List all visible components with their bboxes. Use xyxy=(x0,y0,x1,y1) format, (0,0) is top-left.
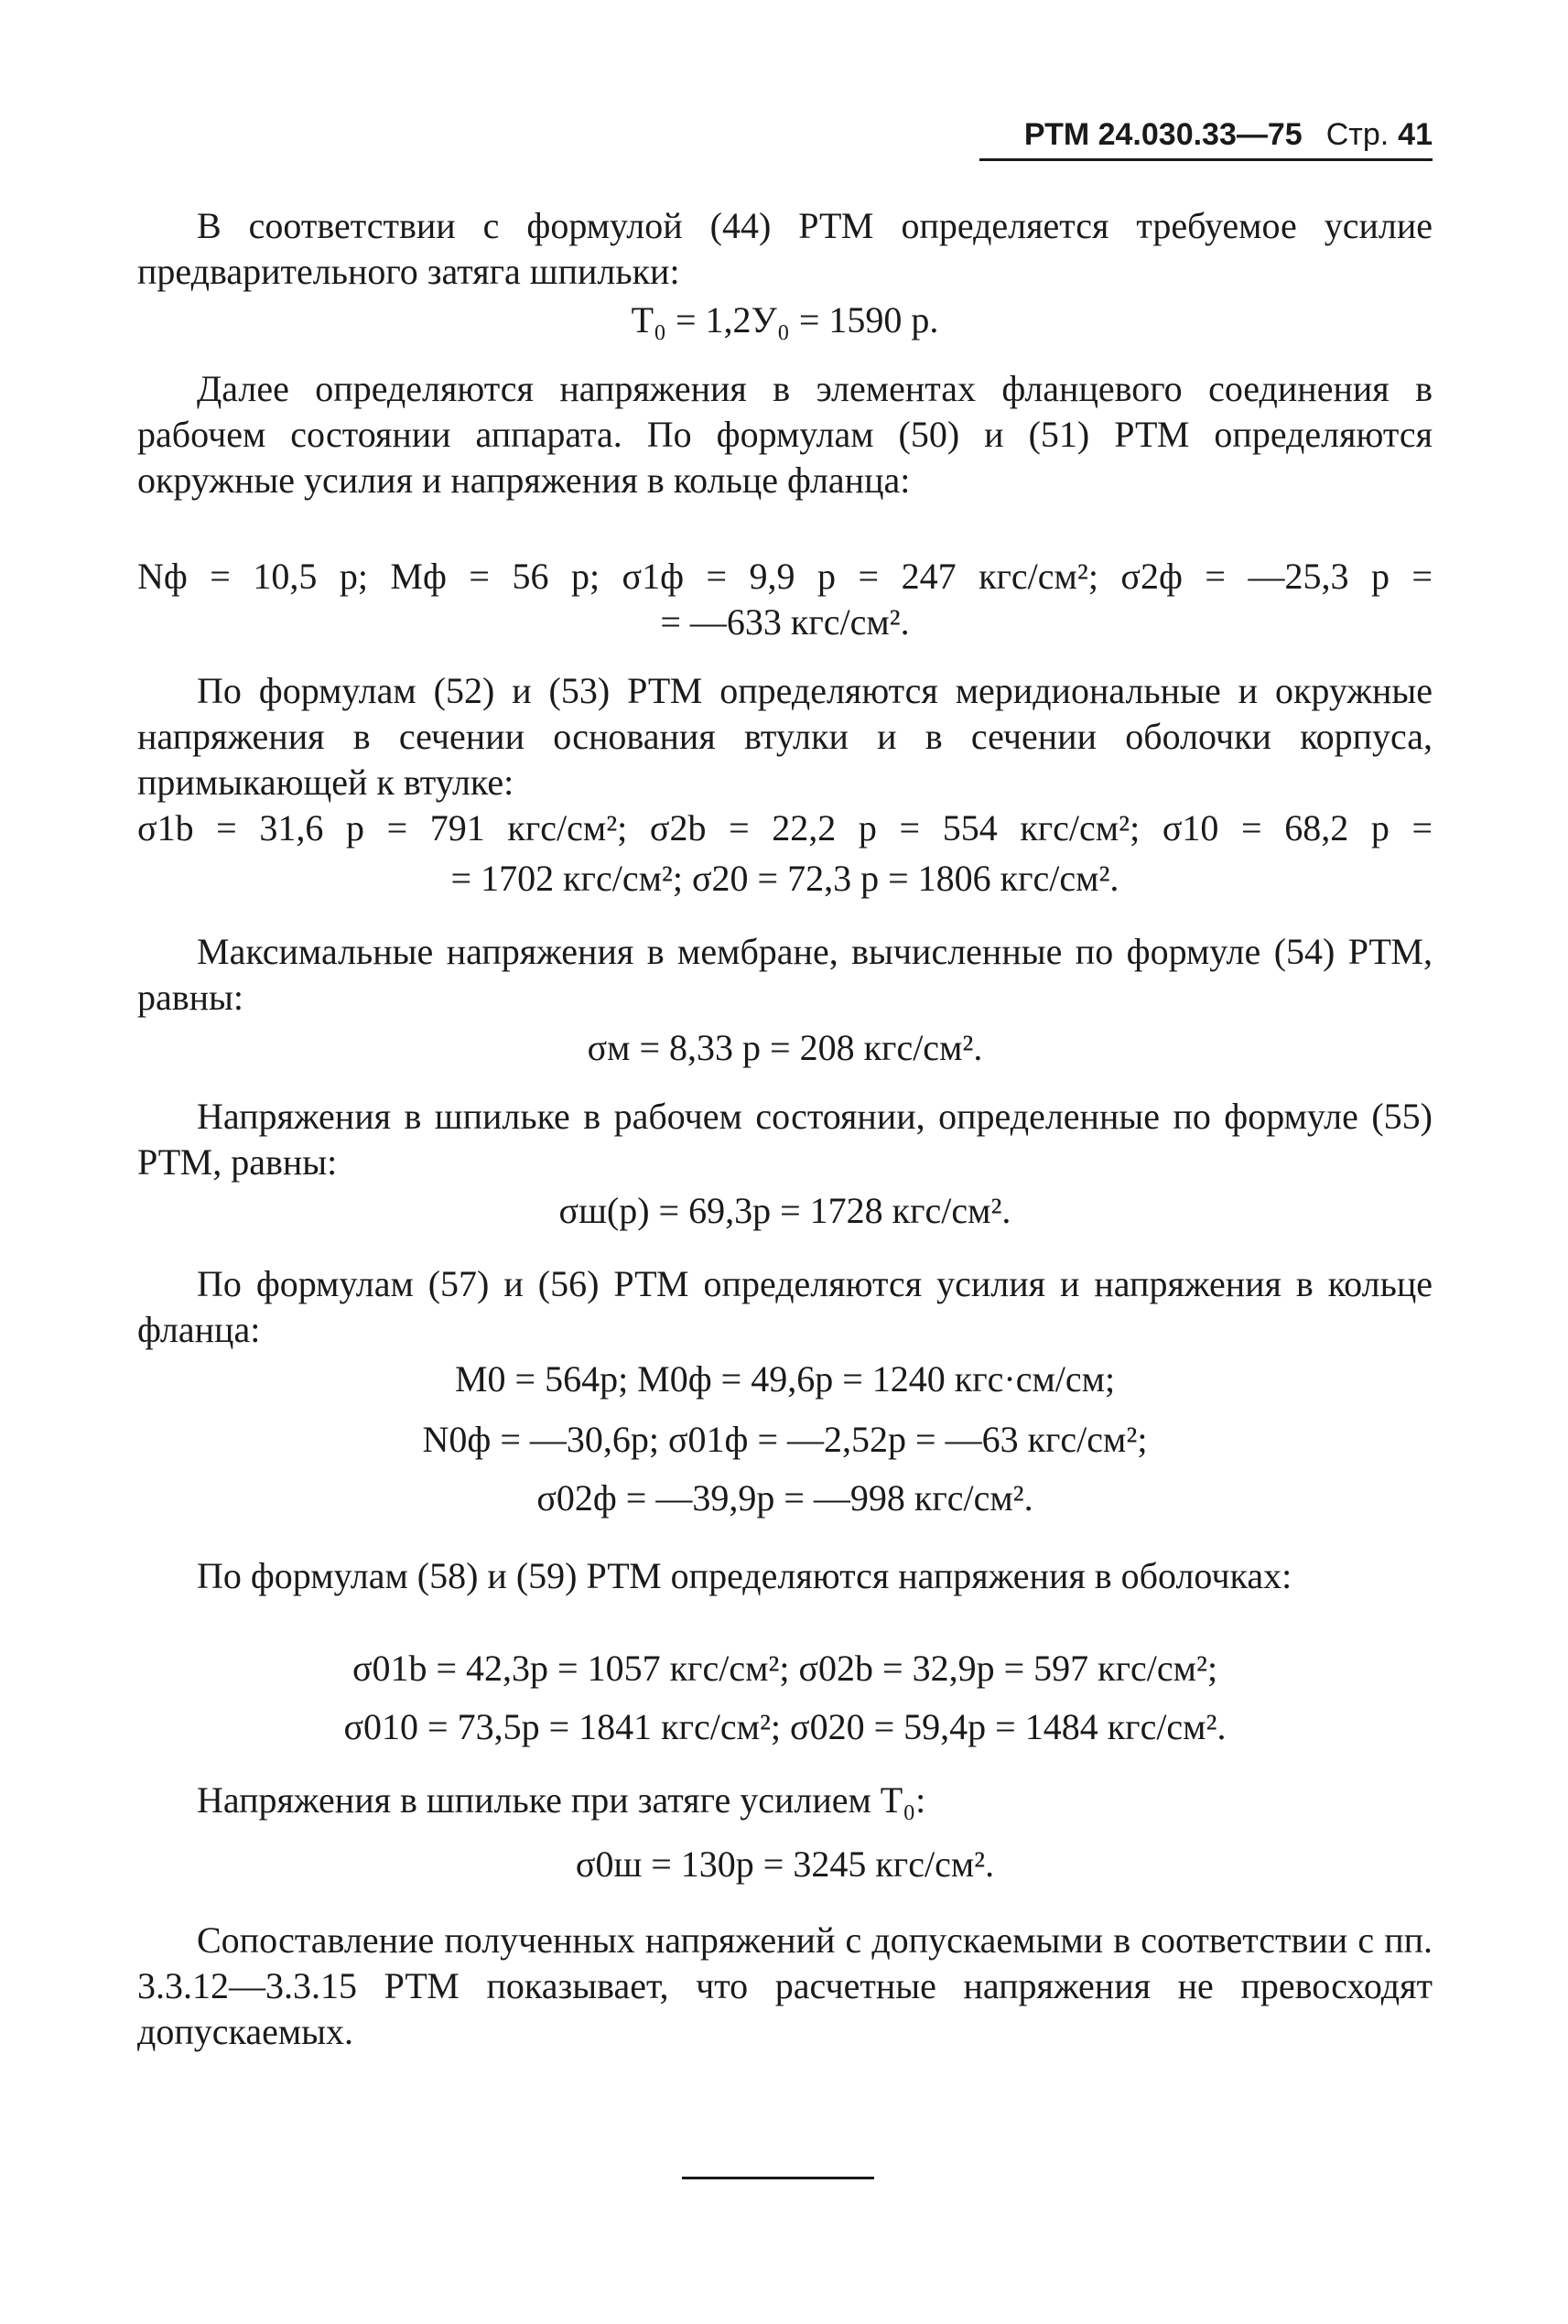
document-code: РТМ 24.030.33—75 xyxy=(1023,117,1303,152)
paragraph-4: Максимальные напряжения в мембране, вычисленные по формуле (54) РТМ, равны: xyxy=(137,931,1433,1018)
formula-hub-1: σ1b = 31,6 p = 791 кгс/см²; σ2b = 22,2 p = 554 кгс/см²; σ10 = 68,2 p = xyxy=(137,807,1433,849)
formula-t0: T₀ = 1,2У₀ = 1590 p. xyxy=(631,299,939,340)
paragraph-7: По формулам (58) и (59) РТМ определяются напряжения в оболочках: xyxy=(197,1555,1292,1596)
paragraph-5: Напряжения в шпильке в рабочем состоянии, определенные по формуле (55) РТМ, равны: xyxy=(137,1096,1433,1183)
paragraph-3: По формулам (52) и (53) РТМ определяются меридиональные и окружные напряжения в сечении основания втулки и в сечении оболочки корпуса, примыкающей к втулке: xyxy=(137,670,1433,803)
paragraph-9: Сопоставление полученных напряжений с допускаемыми в соответствии с пп. 3.3.12—3.3.15 РТМ показывает, что расчетные напряжения не превосходят допускаемых. xyxy=(137,1919,1433,2052)
formula-bolt-work: σш(p) = 69,3p = 1728 кгс/см². xyxy=(558,1190,1011,1231)
formula-ring-tight-3: σ02ф = —39,9p = —998 кгс/см². xyxy=(536,1477,1033,1519)
formula-shell-1: σ01b = 42,3p = 1057 кгс/см²; σ02b = 32,9p = 597 кгс/см²; xyxy=(351,1648,1218,1689)
paragraph-1: В соответствии с формулой (44) РТМ определяется требуемое усилие предварительного затяга шпильки: xyxy=(137,205,1433,292)
page-label: Стр. 41 xyxy=(1325,117,1433,152)
formula-membrane: σм = 8,33 p = 208 кгс/см². xyxy=(587,1027,983,1068)
running-header xyxy=(979,117,1433,161)
formula-ring-work-1: Nф = 10,5 p; Mф = 56 p; σ1ф = 9,9 p = 247 кгс/см²; σ2ф = —25,3 p = xyxy=(137,556,1433,597)
page-number: 41 xyxy=(1398,117,1433,152)
formula-bolt-tight: σ0ш = 130p = 3245 кгс/см². xyxy=(575,1843,995,1885)
formula-ring-tight-1: M0 = 564p; M0ф = 49,6p = 1240 кгс·см/см; xyxy=(454,1358,1116,1400)
formula-ring-work-2: = —633 кгс/см². xyxy=(660,601,910,643)
formula-ring-tight-2: N0ф = —30,6p; σ01ф = —2,52p = —63 кгс/см²; xyxy=(422,1419,1148,1460)
formula-shell-2: σ010 = 73,5p = 1841 кгс/см²; σ020 = 59,4p = 1484 кгс/см². xyxy=(343,1706,1227,1747)
end-rule xyxy=(682,2177,874,2179)
paragraph-2: Далее определяются напряжения в элементах фланцевого соединения в рабочем состоянии аппарата. По формулам (50) и (51) РТМ определяются окружные усилия и напряжения в кольце фланца: xyxy=(137,368,1433,501)
paragraph-6: По формулам (57) и (56) РТМ определяются усилия и напряжения в кольце фланца: xyxy=(137,1263,1433,1350)
paragraph-8: Напряжения в шпильке при затяге усилием T₀: xyxy=(197,1779,926,1821)
formula-hub-2: = 1702 кгс/см²; σ20 = 72,3 p = 1806 кгс/см². xyxy=(450,858,1119,899)
